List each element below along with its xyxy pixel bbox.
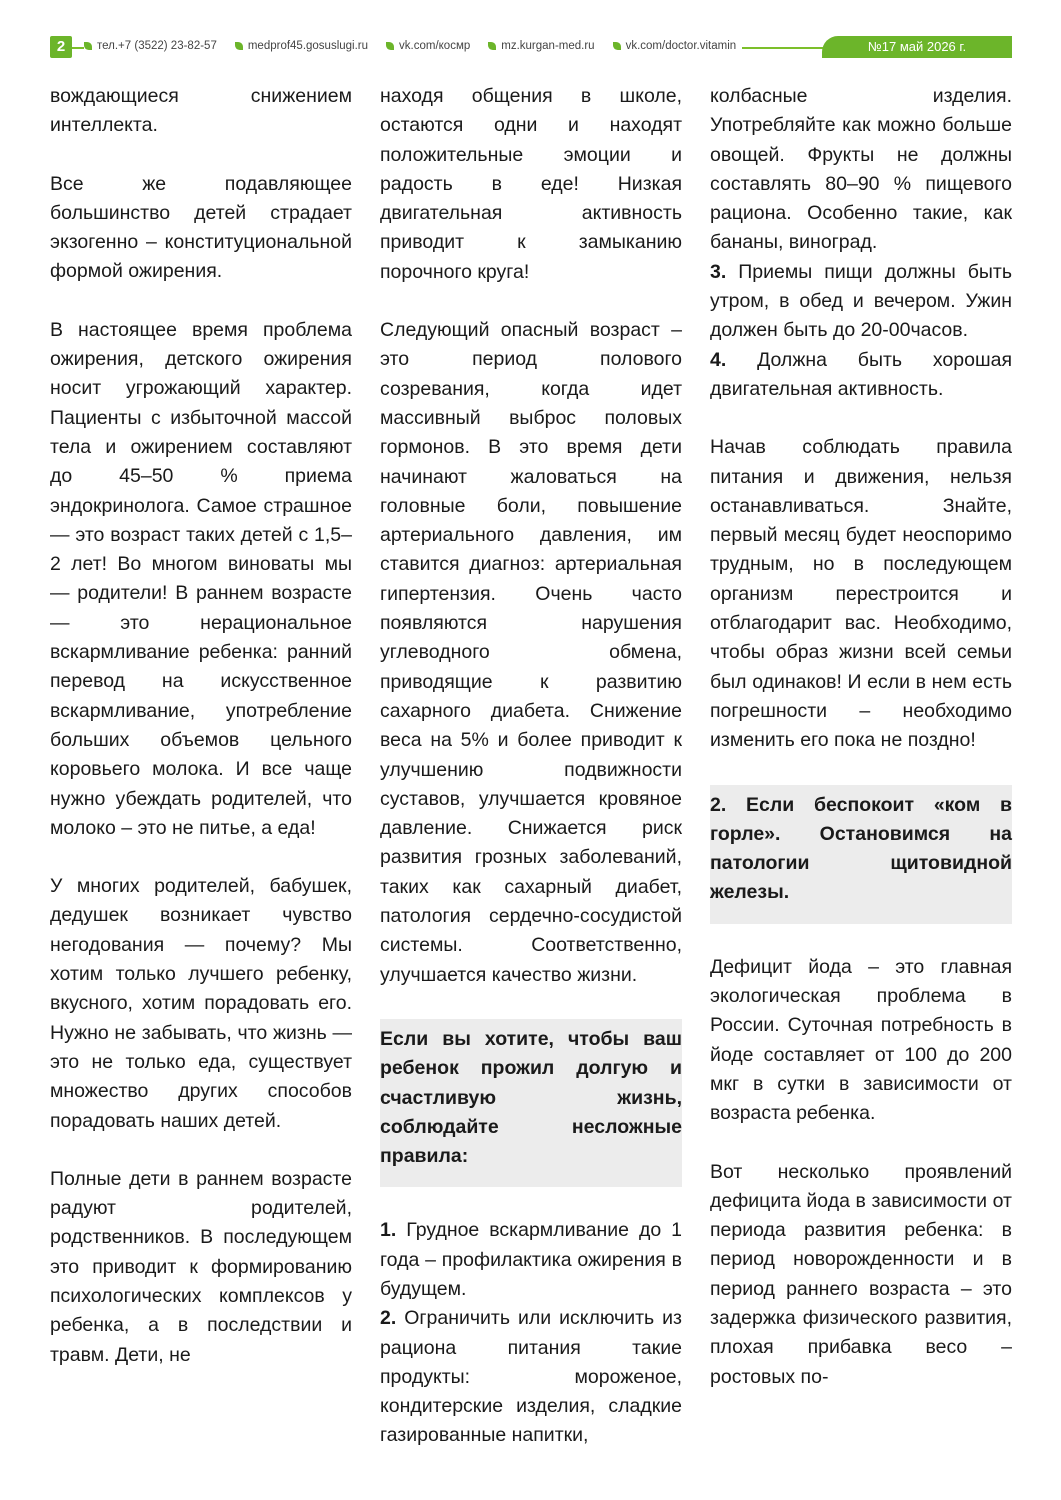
rule-number: 1. — [380, 1219, 397, 1242]
paragraph: Вот несколько проявлений дефицита йода в зависимости от периода развития ребенка: в период новорожденности и в период раннего возраста – это задержка физического развития, плохая прибавка весо – ростовых по- — [710, 1160, 1012, 1388]
page-header — [50, 36, 1012, 58]
rule-item — [710, 346, 1012, 405]
paragraph: вождающиеся снижением интеллекта. — [50, 85, 352, 137]
leaf-icon — [488, 42, 496, 50]
column-2 — [380, 82, 682, 1451]
rule-number: 4. — [710, 348, 727, 371]
rule-text: Приемы пищи должны быть утром, в обед и вечером. Ужин должен быть до 20-00часов. — [710, 260, 1012, 342]
contact-site-medprof[interactable]: medprof45.gosuslugi.ru — [235, 40, 368, 52]
contacts-bar — [84, 37, 742, 55]
rule-text: Грудное вскармливание до 1 года – профилактика ожирения в будущем. — [380, 1219, 682, 1300]
rule-number: 3. — [710, 260, 727, 283]
highlight-box: Если вы хотите, чтобы ваш ребенок прожил долгую и счастливую жизнь, соблюдайте несложные правила: — [380, 1019, 682, 1187]
contact-site-mz[interactable]: mz.kurgan-med.ru — [488, 40, 594, 52]
leaf-icon — [84, 42, 92, 50]
page-number: 2 — [50, 36, 72, 58]
paragraph: находя общения в школе, остаются одни и находят положительные эмоции и радость в еде! Низкая двигательная активность приводит к замыканию порочного круга! — [380, 85, 682, 283]
column-1 — [50, 82, 352, 1399]
paragraph: колбасные изделия. Употребляйте как можно больше овощей. Фрукты не должны составлять 80–90 % пищевого рациона. Особенно такие, как бананы, виноград. — [710, 85, 1012, 254]
section-heading-box: 2. Если беспокоит «ком в горле». Остановимся на патологии щитовидной железы. — [710, 785, 1012, 924]
paragraph: Все же подавляющее большинство детей страдает экзогенно – конституциональной формой ожирения. — [50, 172, 352, 283]
paragraph: В настоящее время проблема ожирения, детского ожирения носит угрожающий характер. Пациенты с избыточной массой тела и ожирением составляют до 45–50 % приема эндокринолога. Самое страшное — это возраст таких детей с 1,5–2 лет! Во многом виноваты мы — родители! В раннем возрасте — это нерациональное вскармливание ребенка: ранний перевод на искусственное вскармливание, употребление больших объемов цельного коровьего молока. И все чаще нужно убеждать родителей, что молоко – это не питье, а еда! — [50, 318, 352, 839]
rule-text: Должна быть хорошая двигательная активность. — [710, 348, 1012, 400]
contact-vk-kosmp[interactable]: vk.com/космр — [386, 40, 470, 52]
leaf-icon — [613, 42, 621, 50]
rule-item — [380, 1216, 682, 1304]
rule-text: Ограничить или исключить из рациона питания такие продукты: мороженое, кондитерские изделия, сладкие газированные напитки, — [380, 1307, 682, 1447]
paragraph: У многих родителей, бабушек, дедушек возникает чувство негодования — почему? Мы хотим только лучшего ребенку, вкусного, хотим порадовать его. Нужно не забывать, что жизнь — это не только еда, существует множество других способов порадовать наших детей. — [50, 875, 352, 1132]
paragraph: Дефицит йода – это главная экологическая проблема в России. Суточная потребность в йоде составляет от 100 до 200 мкг в сутки в зависимости от возраста ребенка. — [710, 955, 1012, 1125]
paragraph: Следующий опасный возраст – это период полового созревания, когда идет массивный выброс половых гормонов. В это время дети начинают жаловаться на головные боли, повышение артериального давления, им ставится диагноз: артериальная гипертензия. Очень часто появляются нарушения углеводного обмена, приводящие к развитию сахарного диабета. Снижение веса на 5% и более приводит к улучшению подвижности суставов, улучшается кровяное давление. Снижается риск развития грозных заболеваний, таких как сахарный диабет, патология сердечно-сосудистой системы. Соответственно, улучшается качество жизни. — [380, 319, 682, 986]
column-3 — [710, 82, 1012, 1421]
contact-vk-doctor[interactable]: vk.com/doctor.vitamin — [613, 40, 737, 52]
paragraph: Начав соблюдать правила питания и движения, нельзя останавливаться. Знайте, первый месяц будет неоспоримо трудным, но в последующем организм перестроится и отблагодарит вас. Необходимо, чтобы образ жизни всей семьи был одинаков! И если в нем есть погрешности – необходимо изменить его пока не поздно! — [710, 436, 1012, 752]
leaf-icon — [235, 42, 243, 50]
paragraph: Полные дети в раннем возрасте радуют родителей, родственников. В последующем это приводит к формированию психологических комплексов у ребенка, а в последствии и травм. Дети, не — [50, 1167, 352, 1366]
rule-item — [380, 1304, 682, 1450]
rule-item — [710, 258, 1012, 346]
issue-label: №17 май 2026 г. — [822, 36, 1012, 58]
contact-phone: тел.+7 (3522) 23-82-57 — [84, 40, 217, 52]
leaf-icon — [386, 42, 394, 50]
rule-number: 2. — [380, 1307, 397, 1330]
